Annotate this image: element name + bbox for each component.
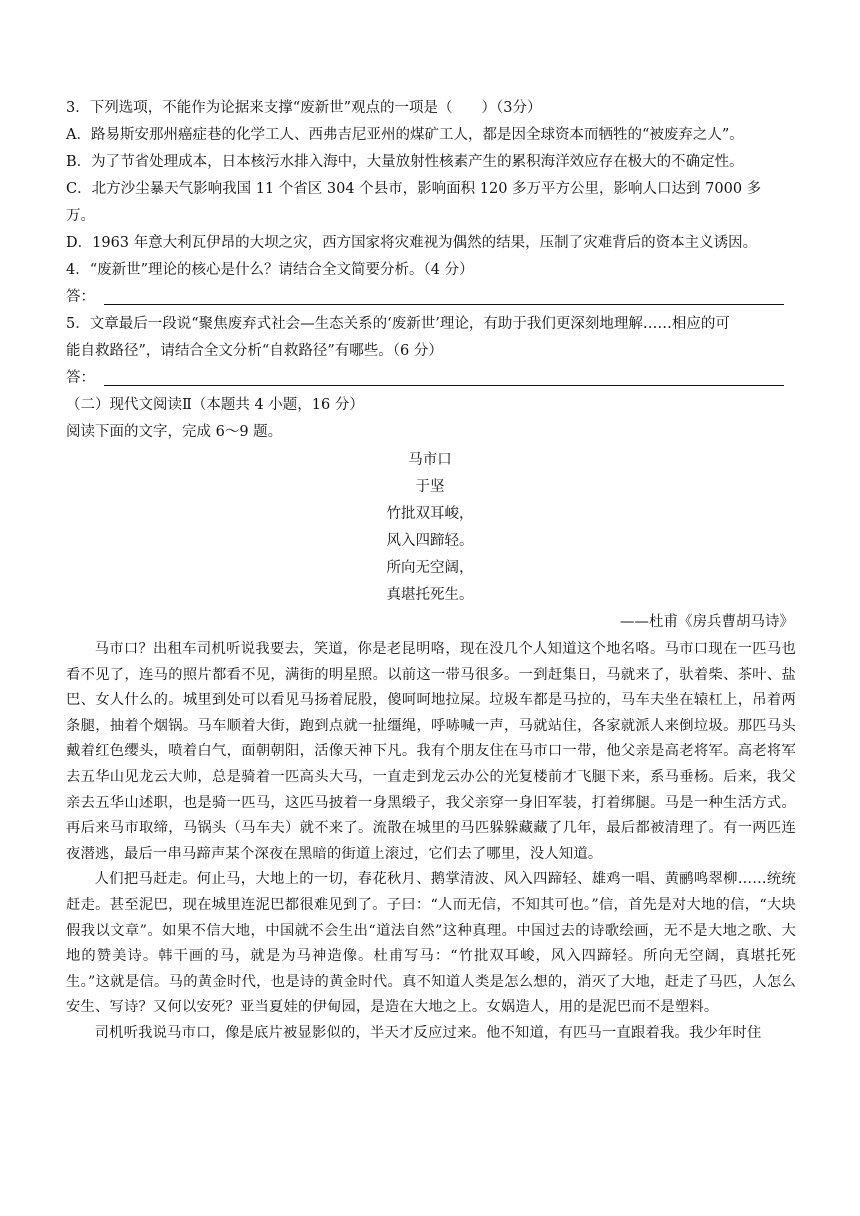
- answer-label-4: 答：: [66, 289, 95, 305]
- article-title: 马市口: [408, 452, 452, 468]
- answer-label-5: 答：: [66, 370, 95, 386]
- question-3-option-b: B．为了节省处理成本，日本核污水排入海中，大量放射性核素产生的累积海洋效应存在极大的不确定性。: [66, 154, 744, 170]
- question-4: 4．“废新世”理论的核心是什么？请结合全文简要分析。（4 分）: [66, 262, 474, 278]
- poem-line: 竹批双耳峻，: [386, 506, 474, 522]
- question-5-cont: 能自救路径”，请结合全文分析“自救路径”有哪些。（6 分）: [66, 343, 443, 359]
- article-paragraph: 马市口？出租车司机听说我要去，笑道，你是老昆明咯，现在没几个人知道这个地名咯。马市口现在一匹马也看不见了，连马的照片都看不见，满街的明星照。以前这一带马很多。一到赶集日，马就来了，驮着柴、茶叶、盐巴、女人什么的。城里到处可以看见马扬着屁股，傻呵呵地拉屎。垃圾车都是马拉的，马车夫坐在辕杠上，吊着两条腿，抽着个烟锅。马车顺着大街，跑到点就一扯缰绳，呼哧喊一声，马就站住，各家就派人来倒垃圾。那匹马头戴着红色缨头，喷着白气，面朝朝阳，活像天神下凡。我有个朋友住在马市口一带，他父亲是高老将军。高老将军去五华山见龙云大帅，总是骑着一匹高头大马，一直走到龙云办公的光复楼前才飞腿下来，系马垂杨。后来，我父亲去五华山述职，也是骑一匹马，这匹马披着一身黑缎子，我父亲穿一身旧军装，打着绑腿。马是一种生活方式。再后来马市取缔，马锅头（马车夫）就不来了。流散在城里的马匹躲躲藏藏了几年，最后都被清理了。有一两匹连夜潜逃，最后一串马蹄声某个深夜在黑暗的街道上滚过，它们去了哪里，没人知道。: [66, 641, 796, 862]
- question-3-option-d: D．1963 年意大利瓦伊昂的大坝之灾，西方国家将灾难视为偶然的结果，压制了灾难背后的资本主义诱因。: [66, 235, 758, 251]
- question-3-option-c-cont: 万。: [66, 208, 95, 224]
- answer-line-5[interactable]: [104, 385, 784, 386]
- article-paragraph: 司机听我说马市口，像是底片被显影似的，半天才反应过来。他不知道，有匹马一直跟着我。我少年时住: [94, 1024, 762, 1041]
- poem-source: ——杜甫《房兵曹胡马诗》: [620, 614, 794, 630]
- question-3-option-a: A．路易斯安那州癌症巷的化学工人、西弗吉尼亚州的煤矿工人，都是因全球资本而牺牲的“被废弃之人”。: [66, 127, 744, 143]
- poem-line: 真堪托死生。: [386, 587, 474, 603]
- poem-line: 所向无空阔，: [386, 560, 474, 576]
- article-body: [66, 637, 796, 1047]
- question-3: 3．下列选项，不能作为论据来支撑“废新世”观点的一项是（ ）（3分）: [66, 100, 542, 116]
- question-5: 5．文章最后一段说“聚焦废弃式社会—生态关系的‘废新世’理论，有助于我们更深刻地理解……相应的可: [66, 316, 730, 332]
- article-paragraph: 人们把马赶走。何止马，大地上的一切，春花秋月、鹅掌清波、风入四蹄轻、雄鸡一唱、黄鹂鸣翠柳……统统赶走。甚至泥巴，现在城里连泥巴都很难见到了。子曰：“人而无信，不知其可也。”信，首先是对大地的信，“大块假我以文章”。如果不信大地，中国就不会生出“道法自然”这种真理。中国过去的诗歌绘画，无不是大地之歌、大地的赞美诗。韩干画的马，就是为马神造像。杜甫写马：“竹批双耳峻，风入四蹄轻。所向无空阔，真堪托死生。”这就是信。马的黄金时代，也是诗的黄金时代。真不知道人类是怎么想的，消灭了大地，赶走了马匹，人怎么安生、写诗？又何以安死？亚当夏娃的伊甸园，是造在大地之上。女娲造人，用的是泥巴而不是塑料。: [66, 871, 796, 1016]
- section-instruction: 阅读下面的文字，完成 6～9 题。: [66, 424, 283, 440]
- article-author: 于坚: [415, 479, 445, 495]
- poem-line: 风入四蹄轻。: [386, 533, 474, 549]
- section-heading: （二）现代文阅读Ⅱ（本题共 4 小题，16 分）: [66, 397, 364, 413]
- answer-line-4[interactable]: [104, 304, 784, 305]
- question-3-option-c: C．北方沙尘暴天气影响我国 11 个省区 304 个县市，影响面积 120 多万平方公里，影响人口达到 7000 多: [66, 181, 762, 197]
